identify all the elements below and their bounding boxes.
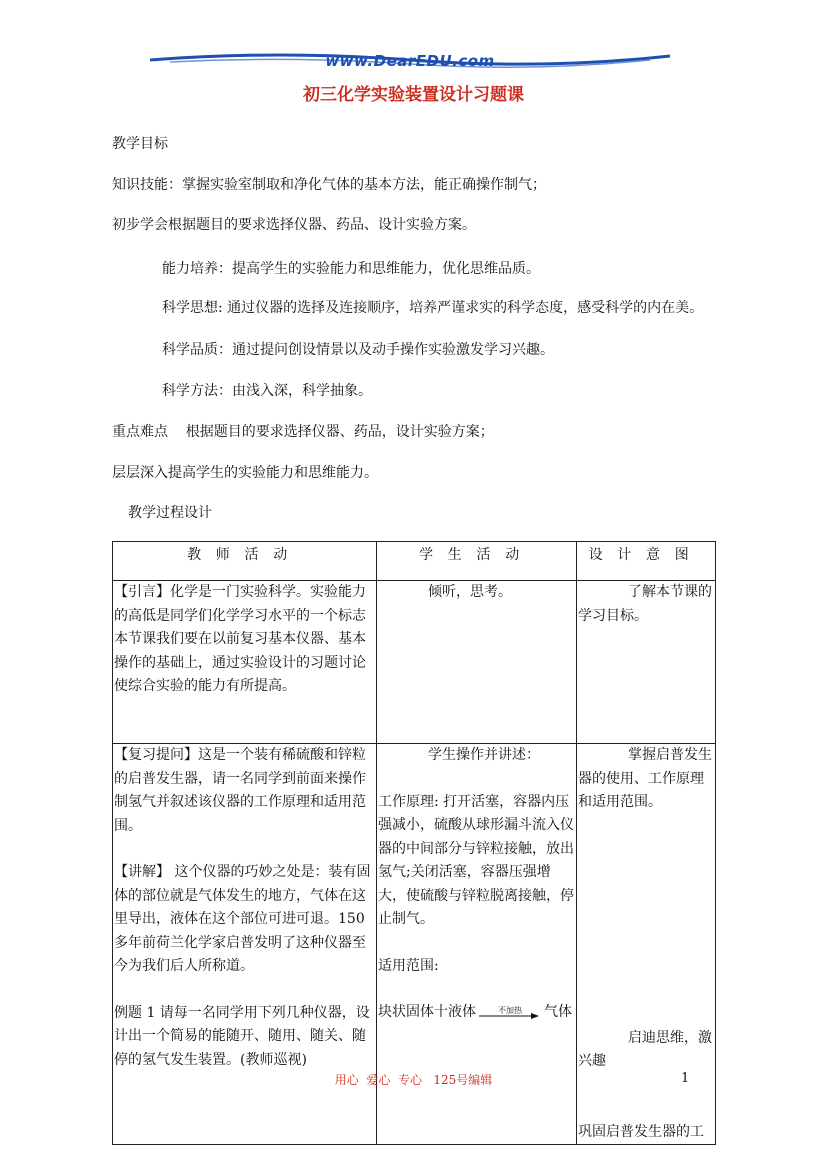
science-method-goal: 科学方法：由浅入深，科学抽象。 xyxy=(162,383,372,399)
intro-student-cell: 倾听，思考。 xyxy=(377,581,577,744)
teaching-process-table xyxy=(112,541,716,1145)
review-intent-cell: 掌握启普发生器的使用、工作原理和适用范围。 启迪思维，激兴趣 巩固启普发生器的工 xyxy=(577,744,716,1145)
process-heading: 教学过程设计 xyxy=(128,505,212,521)
review-teacher-cell: 【复习提问】这是一个装有稀硫酸和锌粒的启普发生器，请一名同学到前面来操作制氢气并叙述该仪器的工作原理和适用范围。 【讲解】 这个仪器的巧妙之处是：装有固体的部位就是气体发生的地方，气体在这里导出，液体在这个部位可进可退。150多年前荷兰化学家启普发明了这种仪器至今为我们后人所称道。 例题 1 请每一名同学用下列几种仪器，设计出一个简易的能随开、随用、随关、随停的氢气发生装置。(教师巡视) xyxy=(113,744,377,1145)
knowledge-skills: 知识技能：掌握实验室制取和净化气体的基本方法，能正确操作制气； xyxy=(112,177,546,193)
key-points-cont: 层层深入提高学生的实验能力和思维能力。 xyxy=(112,465,378,481)
header-teacher: 教师活动 xyxy=(113,542,377,581)
science-quality-goal: 科学品质：通过提问创设情景以及动手操作实验激发学习兴趣。 xyxy=(162,342,554,358)
key-points: 重点难点 根据题目的要求选择仪器、药品，设计实验方案； xyxy=(112,424,494,440)
table-header-row xyxy=(113,542,716,581)
knowledge-skills-cont: 初步学会根据题目的要求选择仪器、药品、设计实验方案。 xyxy=(112,217,476,233)
header-student: 学生活动 xyxy=(377,542,577,581)
reaction-arrow-icon: 不加热 xyxy=(479,1005,541,1021)
teaching-goals-heading: 教学目标 xyxy=(112,136,168,152)
intro-teacher-cell: 【引言】化学是一门实验科学。实验能力的高低是同学们化学学习水平的一个标志本节课我们要在以前复习基本仪器、基本操作的基础上，通过实验设计的习题讨论使综合实验的能力有所提高。 xyxy=(113,581,377,744)
header-intent: 设计意图 xyxy=(577,542,716,581)
table-row xyxy=(113,581,716,744)
review-student-cell: 学生操作并讲述： 工作原理: 打开活塞，容器内压强减小，硫酸从球形漏斗流入仪器的中间部分与锌粒接触，放出氢气;关闭活塞，容器压强增大，使硫酸与锌粒脱离接触，停止制气。 适用范围: 块状固体十液体 不加热 气体 xyxy=(377,744,577,1145)
site-url: www.DearEDU.com xyxy=(325,52,495,70)
intro-intent-cell: 了解本节课的学习目标。 xyxy=(577,581,716,744)
site-banner xyxy=(150,46,670,76)
document-title: 初三化学实验装置设计习题课 xyxy=(303,85,524,105)
page-number: 1 xyxy=(681,1071,690,1086)
ability-goal: 能力培养：提高学生的实验能力和思维能力，优化思维品质。 xyxy=(162,261,540,277)
science-thought-goal: 科学思想: 通过仪器的选择及连接顺序，培养严谨求实的科学态度，感受科学的内在美。 xyxy=(162,300,704,316)
footer-text: 用心 爱心 专心 125号编辑 xyxy=(334,1073,493,1087)
reaction-condition: 块状固体十液体 不加热 气体 xyxy=(378,1004,572,1020)
